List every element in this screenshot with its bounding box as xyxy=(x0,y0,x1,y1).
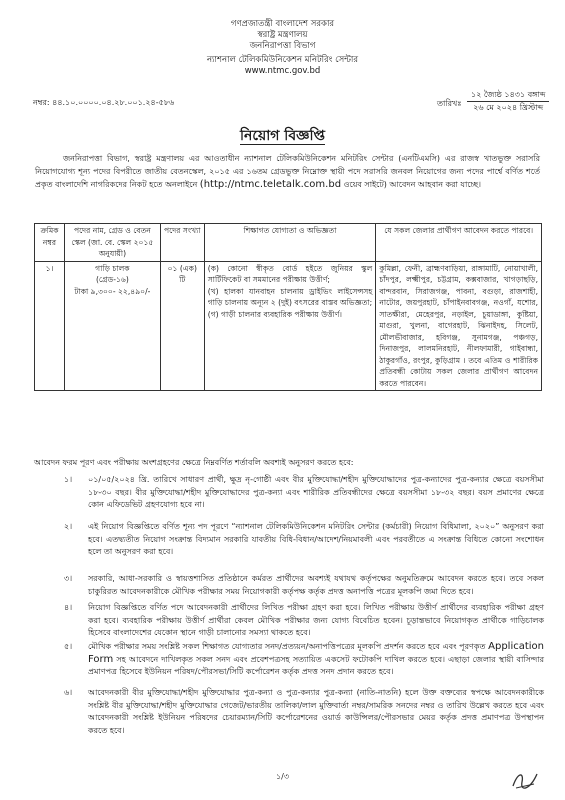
post-name: গাড়ি চালক xyxy=(95,263,130,273)
vacancy-table xyxy=(34,223,542,391)
condition-text xyxy=(34,641,544,679)
title-text: নিয়োগ বিজ্ঞপ্তি xyxy=(239,128,326,144)
header-districts: যে সকল জেলার প্রার্থীগণ আবেদন করতে পারবে। xyxy=(376,224,542,262)
date-label: তারিখঃ xyxy=(437,99,462,108)
condition-text: আবেদনকারী বীর মুক্তিযোদ্ধা/শহীদ মুক্তিযোদ্ধার পুত্র-কন্যা ও পুত্র-কন্যার পুত্র-কন্যা (নাতি-নাতনি) হলে উক্ত বক্তব্যের স্বপক্ষে আবেদনকারীকে সংশ্লিষ্ট বীর মুক্তিযোদ্ধা/শহীদ মুক্তিযোদ্ধার গেজেট/ভারতীয় তালিকা/লাল মুক্তিবার্তা নম্বর/সামরিক সনদের নম্বর ও তারিখ উল্লেখ করতে হবে এবং আবেদনকারী সংশ্লিষ্ট ইউনিয়ন পরিষদের চেয়ারম্যান/সিটি কর্পোরেশনের ওয়ার্ড কাউন্সিলর/পৌরসভার মেয়র কর্তৃক প্রদত্ত প্রমাণপত্র উপস্থাপন করতে হবে। xyxy=(88,688,544,735)
conditions-lead: আবেদন ফরম পূরণ এবং পরীক্ষায় অংশগ্রহণের ক্ষেত্রে নিম্নবর্ণিত শর্তাবলি অবশ্যই অনুসরণ করতে হবে: xyxy=(34,458,354,467)
intro-paragraph xyxy=(35,152,540,191)
post-grade: (গ্রেড-১৬) xyxy=(95,275,129,284)
page-number: ১/৩ xyxy=(275,772,290,781)
condition-text: এই নিয়োগ বিজ্ঞপ্তিতে বর্ণিত শূন্য পদ পূরণে “ন্যাশনাল টেলিকমিউনিকেশন মনিটরিং সেন্টার (কর্মচারী) নিয়োগ বিধিমালা, ২০২০” অনুসরণ করা হবে। এতদ্ব্যতীত নিয়োগ সংক্রান্ত বিদ্যমান সরকারি যাবতীয় বিধি-বিধান/আদেশ/নিয়মাবলী এবং পরবর্তীতে এ সংক্রান্ত বিধিতে কোনো সংশোধন হলে তা অনুসরণ করা হবে। xyxy=(88,522,544,556)
condition-item xyxy=(34,573,544,598)
cell-districts: কুমিল্লা, ফেনী, ব্রাহ্মণবাড়িয়া, রাঙ্গামাটি, নোয়াখালী, চাঁদপুর, লক্ষ্মীপুর, চট্টগ্রাম, কক্সবাজার, খাগড়াছড়ি, বান্দরবান, সিরাজগঞ্জ, পাবনা, বগুড়া, রাজশাহী, নাটোর, জয়পুরহাট, চাঁপাইনবাবগঞ্জ, নওগাঁ, যশোর, সাতক্ষীরা, মেহেরপুর, নড়াইল, চুয়াডাঙ্গা, কুষ্টিয়া, মাগুরা, খুলনা, বাগেরহাট, ঝিনাইদহ, সিলেট, মৌলভীবাজার, হবিগঞ্জ, সুনামগঞ্জ, পঞ্চগড়, দিনাজপুর, লালমনিরহাট, নীলফামারী, গাইবান্ধা, ঠাকুরগাঁও, রংপুর, কুড়িগ্রাম । তবে এতিম ও শারীরিক প্রতিবন্ধী কোটায় সকল জেলার প্রার্থীগণ আবেদন করতে পারবেন। xyxy=(376,261,542,391)
condition-text: সরকারি, আধা-সরকারি ও স্বায়ত্তশাসিত প্রতিষ্ঠানে কর্মরত প্রার্থীদের অবশ্যই যথাযথ কর্তৃপক্ষের অনুমতিক্রমে আবেদন করতে হবে। তবে সকল চাকুরিরত আবেদনকারীকে মৌখিক পরীক্ষার সময় নিয়োগকারী কর্তৃপক্ষ কর্তৃক প্রদত্ত অনাপত্তি পত্রের মূলকপি জমা দিতে হবে। xyxy=(88,574,544,596)
signature-mark xyxy=(510,768,540,792)
post-scale: টাকা ৯,৩০০- ২২,৪৯০/- xyxy=(74,286,151,296)
table-header-row xyxy=(35,224,542,262)
intro-text: জননিরাপত্তা বিভাগ, স্বরাষ্ট্র মন্ত্রণালয় এর আওতাধীন ন্যাশনাল টেলিকমিউনিকেশন মনিটরিং সেন্টার (এনটিএমসি) এর রাজস্ব খাতভুক্ত সরাসরি নিয়োগযোগ্য শূন্য পদের বিপরীতে জাতীয় বেতনস্কেল, ২০১৫ এর ১৬তম গ্রেডভুক্ত নিম্নোক্ত স্থায়ী পদে সরাসরি জনবল নিয়োগের জন্য পদের পার্শ্বে বর্ণিত শর্তে প্রকৃত বাংলাদেশি নাগরিকদের নিকট হতে অনলাইনে xyxy=(35,154,540,189)
apply-url[interactable]: (http://ntmc.teletalk.com.bd xyxy=(199,179,342,190)
condition-item xyxy=(34,687,544,737)
qualification-a: (ক) কোনো স্বীকৃত বোর্ড হইতে জুনিয়র স্কুল সার্টিফিকেট বা সমমানের পরীক্ষায় উত্তীর্ণ; xyxy=(207,263,373,284)
condition-text-part2: সহ আবেদনে দাখিলকৃত সকল সনদ এবং প্রবেশপত্রসহ সত্যায়িত একসেট ফটোকপি দাখিল করতে হবে। এছাড়া জেলার স্থায়ী বাসিন্দার প্রমাণপত্র হিসেবে ইউনিয়ন পরিষদ/পৌরসভা/সিটি কর্পোরেশন কর্তৃক প্রদত্ত সনদ প্রদান করতে হবে। xyxy=(88,654,545,676)
ministry-name: স্বরাষ্ট্র মন্ত্রণালয় xyxy=(257,30,308,40)
division-name: জননিরাপত্তা বিভাগ xyxy=(249,41,316,51)
qualification-b: (খ) হালকা যানবাহন চালনায় ড্রাইভিং লাইসেন্সসহ গাড়ি চালনায় অন্যূন ২ (দুই) বৎসরের বাস্তব অভিজ্ঞতা; xyxy=(207,286,373,307)
condition-number: ৬। xyxy=(64,688,73,697)
header-serial: ক্রমিক নম্বর xyxy=(35,224,65,262)
govt-name: গণপ্রজাতন্ত্রী বাংলাদেশ সরকার xyxy=(230,19,335,29)
page-title xyxy=(0,124,565,148)
condition-item xyxy=(34,602,544,640)
condition-number: ২। xyxy=(64,522,73,531)
condition-text: ০১/০৫/২০২৪ খ্রি. তারিখে সাধারণ প্রার্থী, ক্ষুদ্র নৃ-গোষ্ঠী এবং বীর মুক্তিযোদ্ধা/শহীদ মুক্তিযোদ্ধাদের পুত্র-কন্যাদের পুত্র-কন্যার ক্ষেত্রে বয়সসীমা ১৮-৩০ বছর। বীর মুক্তিযোদ্ধা/শহীদ মুক্তিযোদ্ধাদের পুত্র-কন্যা এবং শারীরিক প্রতিবন্ধীদের ক্ষেত্রে বয়সসীমা ১৮-৩২ বছর। বয়স প্রমাণের ক্ষেত্রে কোন এফিডেভিট গ্রহণযোগ্য হবে না। xyxy=(88,475,544,509)
qualification-c: (গ) গাড়ী চালনার ব্যবহারিক পরীক্ষায় উত্তীর্ণ। xyxy=(207,309,343,319)
office-name: ন্যাশনাল টেলিকমিউনিকেশন মনিটরিং সেন্টার xyxy=(206,55,359,65)
header-qualification: শিক্ষাগত যোগ্যতা ও অভিজ্ঞতা xyxy=(204,224,376,262)
cell-serial: ১। xyxy=(35,261,65,391)
header-post: পদের নাম, গ্রেড ও বেতন স্কেল (জা. বে. স্কেল ২০১৫ অনুযায়ী) xyxy=(64,224,160,262)
condition-number: ৪। xyxy=(64,603,73,612)
intro-tail: ওয়েব সাইটে) আবেদন আহবান করা যাচ্ছে। xyxy=(343,180,481,189)
condition-text: নিয়োগ বিজ্ঞপ্তিতে বর্ণিত পদে আবেদনকারী প্রার্থীদের লিখিত পরীক্ষা গ্রহণ করা হবে। লিখিত পরীক্ষায় উত্তীর্ণ প্রার্থীদের ব্যবহারিক পরীক্ষা গ্রহণ করা হবে। ব্যবহারিক পরীক্ষায় উত্তীর্ণ প্রার্থীরা কেবল মৌখিক পরীক্ষার জন্য যোগ্য বিবেচিত হবেন। চূড়ান্তভাবে নিয়োগকৃত প্রার্থীকে গাড়িচালক হিসেবে বাংলাদেশের যেকোন স্থানে গাড়ী চালানোর সমস্যা থাকতে হবে। xyxy=(88,603,544,637)
condition-number: ৫। xyxy=(64,642,73,651)
condition-item xyxy=(34,641,544,679)
date-gregorian: ২৬ মে ২০২৪ খ্রিস্টাব্দ xyxy=(473,103,544,112)
condition-number: ৩। xyxy=(64,574,73,583)
condition-item xyxy=(34,521,544,559)
memo-number: নম্বর: ৪৪.১০.০০০০.০৪.২৮.০০১.২৪-৫৮৬ xyxy=(33,98,175,107)
cell-count: ০১ (এক) টি xyxy=(160,261,204,391)
header-count: পদের সংখ্যা xyxy=(160,224,204,262)
application-form-term: Application Form xyxy=(88,641,545,665)
condition-number: ১। xyxy=(64,475,73,484)
date-bangla: ১২ জ্যৈষ্ঠ ১৪৩১ বঙ্গাব্দ xyxy=(467,89,549,102)
cell-post xyxy=(64,261,160,391)
cell-qualification xyxy=(204,261,376,391)
website-link[interactable]: www.ntmc.gov.bd xyxy=(244,66,321,76)
table-row xyxy=(35,261,542,391)
condition-text-part1: মৌখিক পরীক্ষার সময় সংশ্লিষ্ট সকল শিক্ষাগত যোগ্যতার সনদ/প্রত্যয়ন/অনাপত্তিপত্রের মূলকপি প্রদর্শন করতে হবে এবং পূরণকৃত xyxy=(88,642,486,651)
condition-item xyxy=(34,474,544,512)
date-block xyxy=(467,89,549,114)
